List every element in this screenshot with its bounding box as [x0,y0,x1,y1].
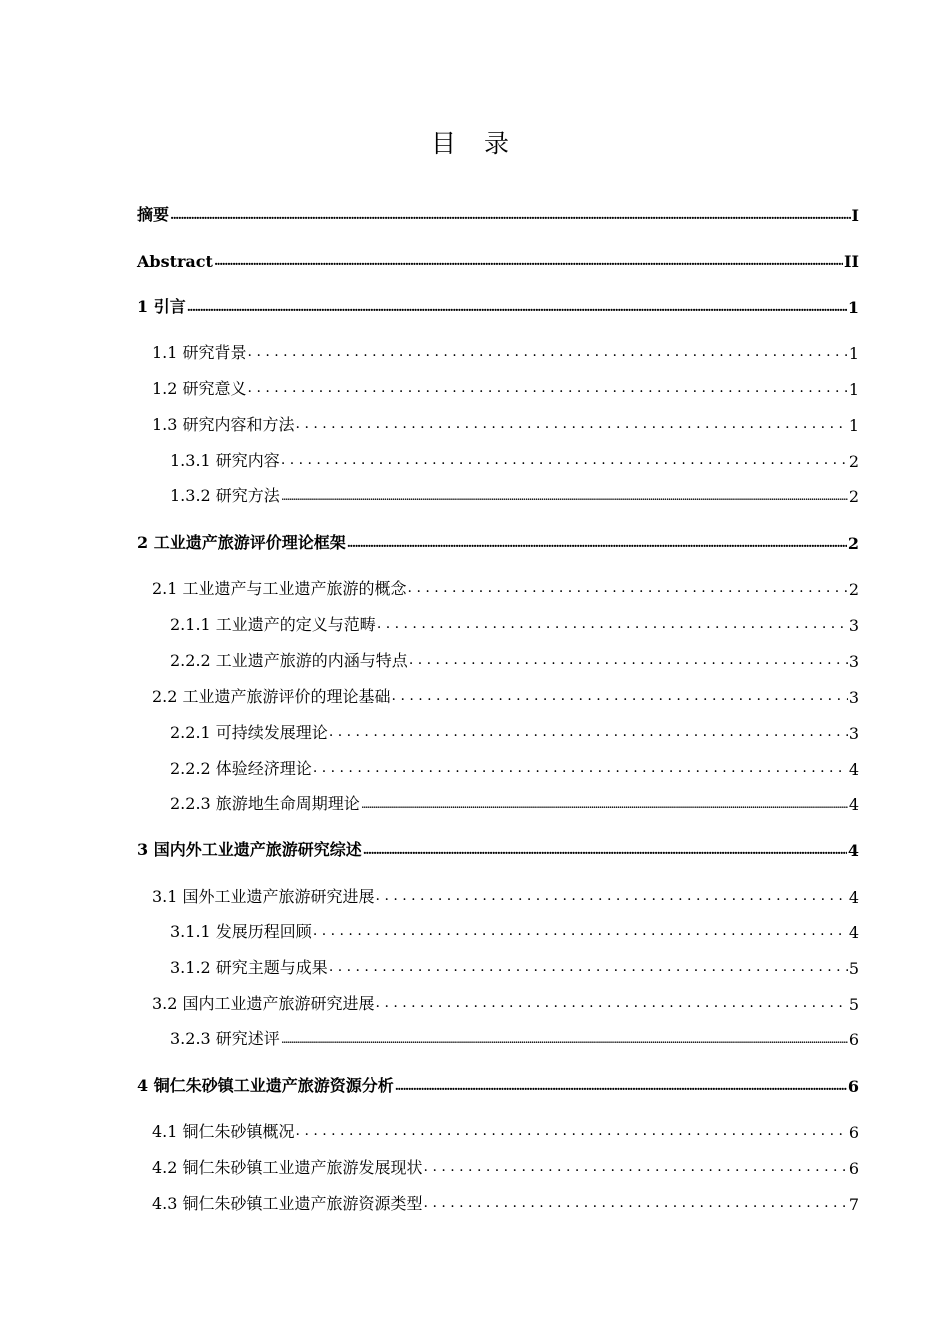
dot-leader [248,345,848,359]
toc-entry-page: 2 [848,452,859,471]
dot-leader [170,209,851,221]
toc-entry-abstract-cn[interactable] [137,201,859,225]
toc-entry-3-1-2[interactable] [170,954,859,978]
toc-entry-label: 4.3 铜仁朱砂镇工业遗产旅游资源类型 [152,1194,423,1213]
toc-entry-label: 2 工业遗产旅游评价理论框架 [137,533,346,552]
toc-entry-label: 2.1.1 工业遗产的定义与范畴 [170,615,376,634]
toc-entry-page: 4 [847,841,859,860]
toc-entry-abstract-en[interactable] [137,247,859,271]
dot-leader [296,1124,848,1138]
dot-leader [313,761,848,775]
toc-entry-label: 3 国内外工业遗产旅游研究综述 [137,840,362,859]
toc-entry-label: 1 引言 [137,297,186,316]
toc-entry-1-1[interactable] [152,339,859,363]
toc-entry-page: 5 [848,995,859,1014]
toc-entry-label: 3.1.2 研究主题与成果 [170,958,328,977]
toc-entry-page: 4 [848,795,859,814]
toc-entry-page: 6 [848,1123,859,1142]
toc-entry-label: 3.2.3 研究述评 [170,1029,280,1048]
dot-leader [377,617,848,631]
toc-entry-page: 3 [848,724,859,743]
toc-entry-chapter-1[interactable] [137,293,859,317]
toc-entry-label: 2.2 工业遗产旅游评价的理论基础 [152,687,391,706]
dot-leader [248,381,848,395]
toc-entry-page: 6 [847,1077,859,1096]
toc-entry-label: 3.1.1 发展历程回顾 [170,922,312,941]
toc-entry-label: 2.2.2 体验经济理论 [170,759,312,778]
toc-entry-page: I [851,206,859,225]
dot-leader [395,1080,847,1092]
dot-leader [281,453,848,467]
toc-entry-label: 2.2.3 旅游地生命周期理论 [170,794,360,813]
dot-leader [281,490,848,502]
dot-leader [187,301,847,313]
toc-entry-page: 3 [848,652,859,671]
toc-entry-2-2-2[interactable] [170,755,859,779]
dot-leader [329,725,848,739]
dot-leader [376,889,848,903]
toc-entry-label: 1.3 研究内容和方法 [152,415,295,434]
toc-entry-page: 1 [848,380,859,399]
page-title: 目 录 [431,129,519,158]
toc-entry-label: 4.2 铜仁朱砂镇工业遗产旅游发展现状 [152,1158,423,1177]
toc-entry-1-2[interactable] [152,375,859,399]
toc-entry-label: Abstract [137,252,213,271]
toc-entry-page: 1 [848,344,859,363]
dot-leader [424,1196,848,1210]
toc-entry-label: 3.1 国外工业遗产旅游研究进展 [152,887,375,906]
dot-leader [281,1033,848,1045]
toc-entry-4-2[interactable] [152,1154,859,1178]
toc-entry-page: 2 [848,580,859,599]
toc-entry-page: 4 [848,923,859,942]
toc-entry-label: 1.1 研究背景 [152,343,247,362]
toc-entry-page: 1 [847,298,859,317]
toc-entry-chapter-2[interactable] [137,529,859,553]
dot-leader [313,924,848,938]
toc-entry-label: 1.3.2 研究方法 [170,486,280,505]
toc-entry-page: 6 [848,1159,859,1178]
toc-entry-label: 2.2.2 工业遗产旅游的内涵与特点 [170,651,408,670]
dot-leader [408,581,848,595]
dot-leader [376,996,848,1010]
toc-entry-label: 4 铜仁朱砂镇工业遗产旅游资源分析 [137,1076,394,1095]
dot-leader [409,653,848,667]
toc-entry-2-1[interactable] [152,575,859,599]
toc-entry-2-2-1[interactable] [170,719,859,743]
toc-entry-label: 4.1 铜仁朱砂镇概况 [152,1122,295,1141]
toc-entry-2-2[interactable] [152,683,859,707]
toc-entry-label: 1.3.1 研究内容 [170,451,280,470]
dot-leader [329,960,848,974]
dot-leader [296,417,848,431]
toc-entry-1-3-2[interactable] [170,482,859,506]
toc-entry-page: 1 [848,416,859,435]
toc-entry-chapter-3[interactable] [137,836,859,860]
dot-leader [214,255,843,267]
toc-entry-label: 2.2.1 可持续发展理论 [170,723,328,742]
toc-entry-label: 3.2 国内工业遗产旅游研究进展 [152,994,375,1013]
toc-entry-3-2-3[interactable] [170,1025,859,1049]
toc-entry-2-1-1[interactable] [170,611,859,635]
toc-entry-4-3[interactable] [152,1190,859,1214]
toc-entry-3-1-1[interactable] [170,918,859,942]
toc-entry-4-1[interactable] [152,1118,859,1142]
toc-entry-page: 6 [848,1030,859,1049]
toc-entry-1-3-1[interactable] [170,447,859,471]
toc-entry-page: 7 [848,1195,859,1214]
toc-entry-page: 3 [848,616,859,635]
dot-leader [424,1160,848,1174]
toc-entry-1-3[interactable] [152,411,859,435]
toc-entry-chapter-4[interactable] [137,1072,859,1096]
toc-entry-page: II [844,252,859,271]
toc-entry-page: 5 [848,959,859,978]
toc-entry-label: 2.1 工业遗产与工业遗产旅游的概念 [152,579,407,598]
dot-leader [392,689,848,703]
toc-entry-page: 3 [848,688,859,707]
toc-entry-3-2[interactable] [152,990,859,1014]
toc-entry-label: 摘要 [137,205,170,224]
toc-entry-3-1[interactable] [152,883,859,907]
toc-entry-label: 1.2 研究意义 [152,379,247,398]
dot-leader [361,798,848,810]
dot-leader [363,844,847,856]
dot-leader [347,537,847,549]
toc-entry-2-2-3[interactable] [170,790,859,814]
toc-entry-page: 2 [847,534,859,553]
toc-entry-page: 4 [848,760,859,779]
toc-entry-page: 4 [848,888,859,907]
toc-entry-page: 2 [848,487,859,506]
toc-entry-2-2-2a[interactable] [170,647,859,671]
